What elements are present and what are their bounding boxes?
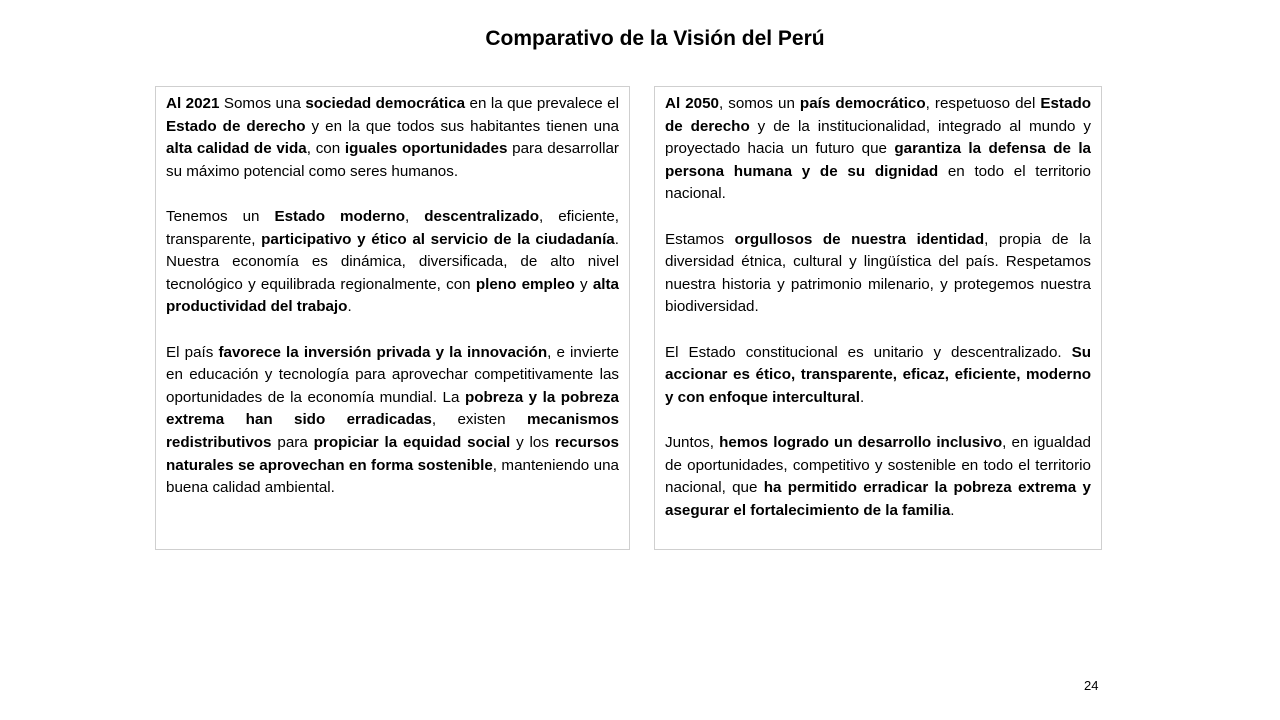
bold-text-run: pleno empleo [475, 275, 575, 293]
text-run: . [950, 501, 955, 519]
text-run: , [405, 207, 425, 225]
text-run: y los [510, 433, 555, 451]
text-run: . Nuestra economía es dinámica, diversificada, de alto nivel tecnológico y equilibrada regionalmente, con [166, 230, 619, 293]
bold-text-run: Estado moderno [274, 207, 406, 225]
page-number: 24 [1084, 678, 1099, 693]
text-run: , en igualdad de oportunidades, competitivo y sostenible en todo el territorio nacional, que [665, 433, 1092, 497]
bold-text-run: Al 2050 [665, 95, 719, 112]
vision-2050-box [654, 86, 1102, 550]
text-run: , e invierte en educación y tecnología para aprovechar competitivamente las oportunidades de la economía mundial. La [166, 343, 619, 406]
slide-title: Comparativo de la Visión del Perú [485, 27, 825, 50]
text-run: . [859, 388, 865, 406]
bold-text-run: alta productividad del trabajo [166, 275, 619, 316]
bold-text-run: propiciar la equidad social [313, 433, 511, 451]
text-run: y en la que todos sus habitantes tienen una [305, 117, 619, 135]
text-run: para [271, 433, 314, 451]
text-run: El Estado constitucional es unitario y descentralizado. [665, 343, 1072, 361]
bold-text-run: mecanismos redistributivos [166, 411, 619, 451]
text-run: en todo el territorio nacional. [665, 162, 1091, 203]
text-run: , existen [431, 411, 527, 429]
text-run: . [347, 298, 352, 316]
bold-text-run: Estado de derecho [166, 117, 306, 135]
vision-2050-paragraph [665, 432, 1091, 522]
bold-text-run: participativo y ético al servicio de la ciudadanía [261, 230, 615, 248]
bold-text-run: favorece la inversión privada y la innovación [218, 343, 548, 361]
text-run: para desarrollar su máximo potencial como seres humanos. [166, 140, 619, 180]
bold-text-run: Al 2021 [166, 95, 220, 112]
bold-text-run: pobreza y la pobreza extrema han sido erradicadas [166, 388, 619, 429]
bold-text-run: Estado de derecho [665, 95, 1091, 135]
text-run: y [574, 275, 593, 293]
text-run: , eficiente, transparente, [166, 207, 619, 248]
vision-2050-paragraph [665, 229, 1091, 319]
vision-2021-paragraph [166, 206, 619, 319]
bold-text-run: alta calidad de vida [166, 140, 307, 158]
text-run: , manteniendo una buena calidad ambiental. [166, 456, 619, 497]
text-run: Estamos [665, 230, 735, 248]
bold-text-run: iguales oportunidades [344, 140, 508, 158]
vision-2050-paragraph [665, 342, 1091, 410]
text-run: , respetuoso del [925, 95, 1041, 112]
vision-2021-box [155, 86, 630, 550]
text-run: , con [306, 140, 345, 158]
text-run: y de la institucionalidad, integrado al mundo y proyectado hacia un futuro que [665, 117, 1091, 158]
bold-text-run: ha permitido erradicar la pobreza extrema y asegurar el fortalecimiento de la familia [665, 479, 1091, 519]
text-run: en la que prevalece el [465, 95, 619, 112]
bold-text-run: garantiza la defensa de la persona humana y de su dignidad [665, 140, 1091, 180]
vision-2021-paragraph [166, 342, 619, 500]
text-run: El país [166, 343, 219, 361]
bold-text-run: sociedad democrática [305, 95, 466, 112]
bold-text-run: Su accionar es ético, transparente, eficaz, eficiente, moderno y con enfoque intercultural [665, 343, 1091, 406]
bold-text-run: orgullosos de nuestra identidad [734, 230, 985, 248]
vision-2021-paragraph [166, 93, 619, 183]
text-run: , propia de la diversidad étnica, cultural y lingüística del país. Respetamos nuestra historia y patrimonio milenario, y protegemos nuestra biodiversidad. [665, 230, 1092, 316]
text-run: Juntos, [665, 433, 720, 451]
bold-text-run: descentralizado [424, 207, 540, 225]
bold-text-run: hemos logrado un desarrollo inclusivo [719, 433, 1003, 451]
vision-2050-paragraph [665, 93, 1091, 206]
bold-text-run: recursos naturales se aprovechan en forma sostenible [166, 433, 619, 474]
bold-text-run: país democrático [799, 95, 926, 112]
text-run: , somos un [719, 95, 800, 112]
text-run: Somos una [219, 95, 306, 112]
text-run: Tenemos un [166, 207, 275, 225]
